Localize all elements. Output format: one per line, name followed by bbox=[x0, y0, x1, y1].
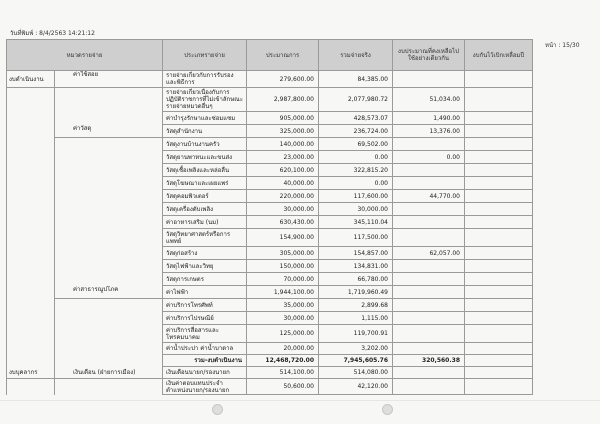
row-category: งบดำเนินงาน bbox=[7, 71, 55, 88]
row-category bbox=[7, 343, 55, 355]
row-carryover bbox=[465, 379, 533, 395]
row-remaining bbox=[393, 216, 465, 229]
table-row bbox=[7, 260, 533, 273]
row-actual: 1,115.00 bbox=[319, 312, 393, 325]
row-remaining: 44,770.00 bbox=[393, 190, 465, 203]
row-carryover bbox=[465, 299, 533, 312]
row-estimate: 514,100.00 bbox=[247, 367, 319, 379]
row-remaining bbox=[393, 260, 465, 273]
total-subcategory bbox=[55, 355, 163, 367]
row-category bbox=[7, 379, 55, 395]
row-actual: 117,600.00 bbox=[319, 190, 393, 203]
row-remaining: 0.00 bbox=[393, 151, 465, 164]
row-remaining bbox=[393, 286, 465, 299]
total-actual: 7,945,605.76 bbox=[319, 355, 393, 367]
row-item: วัสดุไฟฟ้าและวิทยุ bbox=[163, 260, 247, 273]
total-category bbox=[7, 355, 55, 367]
total-remaining: 320,560.38 bbox=[393, 355, 465, 367]
row-subcategory bbox=[55, 379, 163, 395]
row-item: วัสดุโฆษณาและเผยแพร่ bbox=[163, 177, 247, 190]
row-remaining bbox=[393, 367, 465, 379]
table-row bbox=[7, 299, 533, 312]
row-item: วัสดุวิทยาศาสตร์หรือการแพทย์ bbox=[163, 229, 247, 247]
row-category bbox=[7, 286, 55, 299]
row-estimate: 50,600.00 bbox=[247, 379, 319, 395]
row-remaining: 13,376.00 bbox=[393, 125, 465, 138]
row-category bbox=[7, 88, 55, 112]
table-row bbox=[7, 273, 533, 286]
row-remaining: 51,034.00 bbox=[393, 88, 465, 112]
row-carryover bbox=[465, 216, 533, 229]
row-category bbox=[7, 177, 55, 190]
row-estimate: 23,000.00 bbox=[247, 151, 319, 164]
table-row bbox=[7, 112, 533, 125]
table-row bbox=[7, 325, 533, 343]
row-category bbox=[7, 312, 55, 325]
footer-divider bbox=[0, 400, 600, 401]
row-estimate: 620,100.00 bbox=[247, 164, 319, 177]
row-actual: 69,502.00 bbox=[319, 138, 393, 151]
row-estimate: 35,000.00 bbox=[247, 299, 319, 312]
table-header-row bbox=[7, 40, 533, 71]
row-estimate: 125,000.00 bbox=[247, 325, 319, 343]
row-category bbox=[7, 229, 55, 247]
col-header-category: หมวดรายจ่าย bbox=[7, 40, 163, 71]
row-actual: 2,077,980.72 bbox=[319, 88, 393, 112]
row-subcategory bbox=[55, 203, 163, 216]
row-actual: 117,500.00 bbox=[319, 229, 393, 247]
row-carryover bbox=[465, 112, 533, 125]
row-estimate: 220,000.00 bbox=[247, 190, 319, 203]
row-item: วัสดุคอมพิวเตอร์ bbox=[163, 190, 247, 203]
table-row bbox=[7, 151, 533, 164]
row-carryover bbox=[465, 273, 533, 286]
row-estimate: 30,000.00 bbox=[247, 312, 319, 325]
row-item: ค่าอาหารเสริม (นม) bbox=[163, 216, 247, 229]
row-actual: 0.00 bbox=[319, 151, 393, 164]
row-subcategory bbox=[55, 273, 163, 286]
row-remaining: 62,057.00 bbox=[393, 247, 465, 260]
row-estimate: 30,000.00 bbox=[247, 203, 319, 216]
row-estimate: 325,000.00 bbox=[247, 125, 319, 138]
row-subcategory bbox=[55, 343, 163, 355]
row-carryover bbox=[465, 343, 533, 355]
col-header-type: ประเภทรายจ่าย bbox=[163, 40, 247, 71]
total-label: รวม-งบดำเนินงาน bbox=[163, 355, 247, 367]
row-subcategory bbox=[55, 325, 163, 343]
row-subcategory bbox=[55, 247, 163, 260]
table-row bbox=[7, 379, 533, 395]
row-subcategory: เงินเดือน (ฝ่ายการเมือง) bbox=[55, 367, 163, 379]
row-carryover bbox=[465, 190, 533, 203]
row-remaining bbox=[393, 164, 465, 177]
row-carryover bbox=[465, 260, 533, 273]
row-actual: 236,724.00 bbox=[319, 125, 393, 138]
row-estimate: 279,600.00 bbox=[247, 71, 319, 88]
row-remaining: 1,490.00 bbox=[393, 112, 465, 125]
row-carryover bbox=[465, 203, 533, 216]
row-carryover bbox=[465, 177, 533, 190]
row-item: ค่าน้ำประปา ค่าน้ำบาดาล bbox=[163, 343, 247, 355]
row-subcategory bbox=[55, 229, 163, 247]
row-remaining bbox=[393, 379, 465, 395]
total-carryover bbox=[465, 355, 533, 367]
row-subcategory: ค่าวัสดุ bbox=[55, 125, 163, 138]
row-category bbox=[7, 216, 55, 229]
row-subcategory: ค่าสาธารณูปโภค bbox=[55, 286, 163, 299]
row-item: วัสดุเชื้อเพลิงและหล่อลื่น bbox=[163, 164, 247, 177]
row-estimate: 2,987,800.00 bbox=[247, 88, 319, 112]
row-category bbox=[7, 247, 55, 260]
row-actual: 134,831.00 bbox=[319, 260, 393, 273]
row-remaining bbox=[393, 273, 465, 286]
row-estimate: 154,900.00 bbox=[247, 229, 319, 247]
total-row bbox=[7, 355, 533, 367]
col-header-estimate: ประมาณการ bbox=[247, 40, 319, 71]
table-row bbox=[7, 216, 533, 229]
row-item: รายจ่ายเกี่ยวเนื่องกับการปฏิบัติราชการที่ไม่เข้าลักษณะรายจ่ายหมวดอื่นๆ bbox=[163, 88, 247, 112]
row-item: วัสดุยานพาหนะและขนส่ง bbox=[163, 151, 247, 164]
row-subcategory bbox=[55, 151, 163, 164]
row-subcategory bbox=[55, 177, 163, 190]
row-actual: 84,385.00 bbox=[319, 71, 393, 88]
row-actual: 119,700.91 bbox=[319, 325, 393, 343]
row-category bbox=[7, 203, 55, 216]
table-row bbox=[7, 367, 533, 379]
row-category bbox=[7, 151, 55, 164]
row-item: วัสดุการเกษตร bbox=[163, 273, 247, 286]
row-estimate: 70,000.00 bbox=[247, 273, 319, 286]
row-actual: 42,120.00 bbox=[319, 379, 393, 395]
row-estimate: 305,000.00 bbox=[247, 247, 319, 260]
row-estimate: 20,000.00 bbox=[247, 343, 319, 355]
col-header-carryover: งบกันไว้เบิกเหลื่อมปี bbox=[465, 40, 533, 71]
row-subcategory bbox=[55, 260, 163, 273]
row-actual: 0.00 bbox=[319, 177, 393, 190]
row-category bbox=[7, 164, 55, 177]
row-carryover bbox=[465, 138, 533, 151]
row-item: วัสดุเครื่องดับเพลิง bbox=[163, 203, 247, 216]
row-category bbox=[7, 260, 55, 273]
row-item: ค่าบริการไปรษณีย์ bbox=[163, 312, 247, 325]
row-remaining bbox=[393, 71, 465, 88]
row-category bbox=[7, 325, 55, 343]
row-estimate: 905,000.00 bbox=[247, 112, 319, 125]
row-carryover bbox=[465, 312, 533, 325]
page-number: หน้า : 15/30 bbox=[545, 42, 580, 49]
row-remaining bbox=[393, 177, 465, 190]
row-item: วัสดุสำนักงาน bbox=[163, 125, 247, 138]
expenditure-table bbox=[6, 39, 533, 395]
row-remaining bbox=[393, 138, 465, 151]
table-row bbox=[7, 177, 533, 190]
table-row bbox=[7, 247, 533, 260]
row-actual: 30,000.00 bbox=[319, 203, 393, 216]
row-actual: 2,899.68 bbox=[319, 299, 393, 312]
row-item: รายจ่ายเกี่ยวกับการรับรองและพิธีการ bbox=[163, 71, 247, 88]
row-subcategory bbox=[55, 112, 163, 125]
row-item: เงินค่าตอบแทนประจำตำแหน่งนายก/รองนายก bbox=[163, 379, 247, 395]
punch-hole-right bbox=[382, 404, 393, 415]
row-item: เงินเดือนนายก/รองนายก bbox=[163, 367, 247, 379]
row-remaining bbox=[393, 203, 465, 216]
row-subcategory bbox=[55, 190, 163, 203]
row-category bbox=[7, 125, 55, 138]
row-item: ค่าบำรุงรักษาและซ่อมแซม bbox=[163, 112, 247, 125]
table-row bbox=[7, 190, 533, 203]
row-actual: 345,110.04 bbox=[319, 216, 393, 229]
row-category bbox=[7, 190, 55, 203]
row-carryover bbox=[465, 71, 533, 88]
row-remaining bbox=[393, 229, 465, 247]
row-item: ค่าไฟฟ้า bbox=[163, 286, 247, 299]
row-actual: 428,573.07 bbox=[319, 112, 393, 125]
table-row bbox=[7, 88, 533, 112]
row-remaining bbox=[393, 299, 465, 312]
row-actual: 514,080.00 bbox=[319, 367, 393, 379]
row-actual: 322,815.20 bbox=[319, 164, 393, 177]
row-estimate: 150,000.00 bbox=[247, 260, 319, 273]
row-carryover bbox=[465, 367, 533, 379]
table-row bbox=[7, 229, 533, 247]
table-row bbox=[7, 343, 533, 355]
col-header-remaining: งบประมาณที่คงเหลือไปใช้อย่างเดียวกัน bbox=[393, 40, 465, 71]
row-remaining bbox=[393, 343, 465, 355]
row-remaining bbox=[393, 325, 465, 343]
row-category bbox=[7, 112, 55, 125]
row-actual: 3,202.00 bbox=[319, 343, 393, 355]
row-item: ค่าบริการโทรศัพท์ bbox=[163, 299, 247, 312]
row-subcategory bbox=[55, 216, 163, 229]
row-carryover bbox=[465, 325, 533, 343]
row-carryover bbox=[465, 164, 533, 177]
table-row bbox=[7, 71, 533, 88]
row-estimate: 140,000.00 bbox=[247, 138, 319, 151]
row-carryover bbox=[465, 229, 533, 247]
row-remaining bbox=[393, 312, 465, 325]
row-subcategory bbox=[55, 299, 163, 312]
row-subcategory bbox=[55, 88, 163, 112]
row-actual: 154,857.00 bbox=[319, 247, 393, 260]
table-row bbox=[7, 286, 533, 299]
row-item: วัสดุก่อสร้าง bbox=[163, 247, 247, 260]
row-carryover bbox=[465, 247, 533, 260]
row-carryover bbox=[465, 125, 533, 138]
row-category bbox=[7, 299, 55, 312]
table-row bbox=[7, 164, 533, 177]
row-estimate: 40,000.00 bbox=[247, 177, 319, 190]
punch-hole-left bbox=[212, 404, 223, 415]
row-carryover bbox=[465, 286, 533, 299]
table-row bbox=[7, 312, 533, 325]
row-actual: 66,780.00 bbox=[319, 273, 393, 286]
print-date: วันที่พิมพ์ : 8/4/2563 14:21:12 bbox=[10, 30, 95, 37]
total-estimate: 12,468,720.00 bbox=[247, 355, 319, 367]
table-row bbox=[7, 125, 533, 138]
row-item: วัสดุงานบ้านงานครัว bbox=[163, 138, 247, 151]
col-header-actual: รวมจ่ายจริง bbox=[319, 40, 393, 71]
row-estimate: 630,430.00 bbox=[247, 216, 319, 229]
row-category bbox=[7, 273, 55, 286]
row-carryover bbox=[465, 88, 533, 112]
table-row bbox=[7, 203, 533, 216]
row-estimate: 1,944,100.00 bbox=[247, 286, 319, 299]
row-subcategory: ค่าใช้สอย bbox=[55, 71, 163, 88]
table-row bbox=[7, 138, 533, 151]
row-item: ค่าบริการสื่อสารและโทรคมนาคม bbox=[163, 325, 247, 343]
row-category: งบบุคลากร bbox=[7, 367, 55, 379]
row-carryover bbox=[465, 151, 533, 164]
row-subcategory bbox=[55, 164, 163, 177]
row-actual: 1,719,960.49 bbox=[319, 286, 393, 299]
row-subcategory bbox=[55, 138, 163, 151]
row-subcategory bbox=[55, 312, 163, 325]
row-category bbox=[7, 138, 55, 151]
